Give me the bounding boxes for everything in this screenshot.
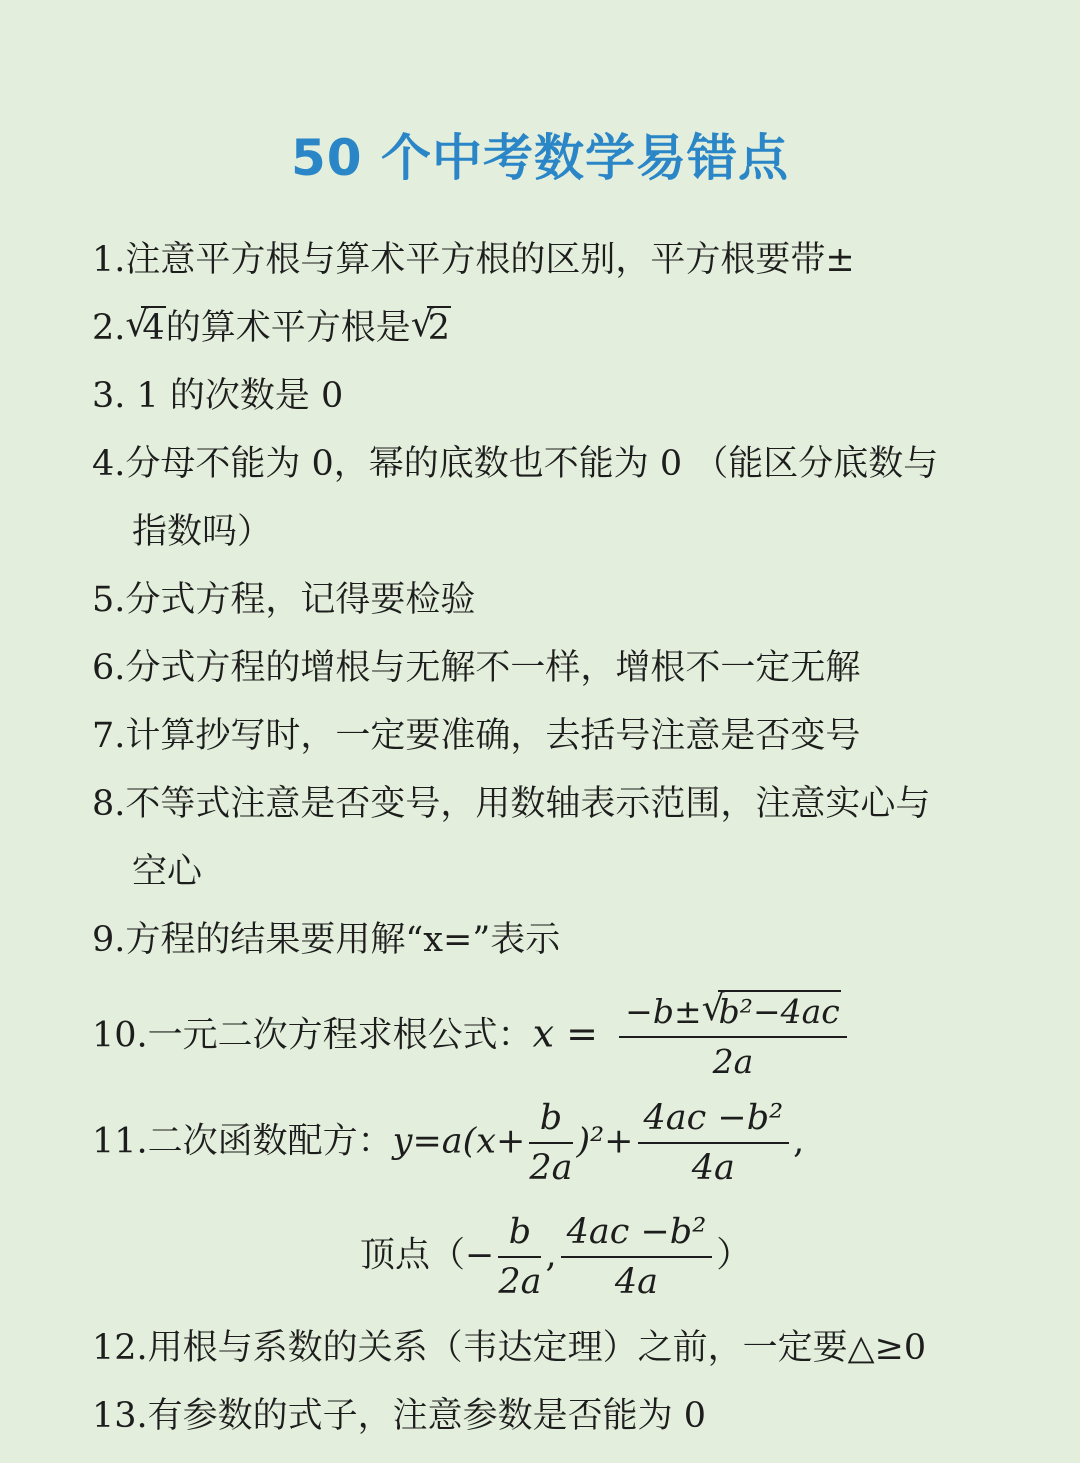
vertex-form-part-a: y=a(x+ bbox=[392, 1121, 526, 1162]
item-10-text: 10.一元二次方程求根公式： bbox=[92, 1015, 533, 1056]
list-item-5: 5.分式方程，记得要检验 bbox=[92, 580, 476, 620]
list-item-7: 7.计算抄写时，一定要准确，去括号注意是否变号 bbox=[92, 716, 861, 756]
fraction-denominator: 2a bbox=[498, 1262, 542, 1302]
formula-numerator-prefix: −b± bbox=[625, 992, 702, 1031]
vertex-form-part-b: )²+ bbox=[576, 1121, 634, 1162]
fraction-denominator: 4a bbox=[614, 1262, 658, 1302]
fraction-denominator: 2a bbox=[529, 1148, 573, 1188]
item-11-text: 11.二次函数配方： bbox=[92, 1121, 393, 1162]
list-item-2 bbox=[92, 304, 451, 348]
sqrt-symbol: √ b²−4ac bbox=[701, 988, 840, 1031]
fraction-b-over-2a bbox=[529, 1098, 572, 1188]
list-item-13: 13.有参数的式子，注意参数是否能为 0 bbox=[92, 1396, 707, 1436]
fraction-denominator: 4a bbox=[691, 1148, 735, 1188]
list-item-11 bbox=[92, 1098, 804, 1188]
fraction-numerator: 4ac −b² bbox=[561, 1212, 713, 1258]
formula-denominator: 2a bbox=[712, 1042, 754, 1081]
fraction-numerator: 4ac −b² bbox=[638, 1098, 790, 1144]
list-item-6: 6.分式方程的增根与无解不一样，增根不一定无解 bbox=[92, 648, 861, 688]
list-item-9: 9.方程的结果要用解“x=”表示 bbox=[92, 920, 561, 960]
vertex-x-fraction bbox=[498, 1212, 541, 1302]
list-item-1: 1.注意平方根与算术平方根的区别，平方根要带± bbox=[92, 240, 855, 280]
list-item-8 bbox=[92, 784, 931, 892]
item-2-number: 2. bbox=[92, 308, 126, 348]
list-item-12: 12.用根与系数的关系（韦达定理）之前，一定要△≥0 bbox=[92, 1328, 927, 1368]
comma: , bbox=[793, 1121, 805, 1162]
formula-lhs: x = bbox=[532, 1011, 599, 1056]
vertex-line bbox=[360, 1212, 751, 1302]
vertex-y-fraction bbox=[561, 1212, 713, 1302]
quadratic-formula-fraction bbox=[619, 988, 847, 1082]
list-item-3: 3. 1 的次数是 0 bbox=[92, 376, 344, 416]
vertex-close-paren: ） bbox=[716, 1235, 752, 1276]
item-2-text: 的算术平方根是 bbox=[165, 308, 411, 348]
item-4-line2: 指数吗） bbox=[132, 512, 273, 552]
list-item-10 bbox=[92, 988, 851, 1082]
fraction-constant-term bbox=[638, 1098, 790, 1188]
discriminant: b²−4ac bbox=[718, 992, 840, 1031]
item-4-line1: 4.分母不能为 0，幂的底数也不能为 0 （能区分底数与 bbox=[92, 444, 939, 484]
vertex-label: 顶点（− bbox=[360, 1235, 495, 1276]
radicand: 4 bbox=[142, 308, 165, 348]
item-8-line2: 空心 bbox=[132, 852, 203, 892]
fraction-numerator: b bbox=[529, 1098, 572, 1144]
page-title: 50 个中考数学易错点 bbox=[291, 129, 789, 187]
list-item-4 bbox=[92, 444, 939, 552]
radicand: 2 bbox=[427, 308, 450, 348]
item-8-line1: 8.不等式注意是否变号，用数轴表示范围，注意实心与 bbox=[92, 784, 931, 824]
vertex-separator: , bbox=[545, 1235, 557, 1276]
fraction-numerator: b bbox=[498, 1212, 541, 1258]
sqrt-symbol: √ 4 bbox=[125, 304, 165, 348]
sqrt-symbol: √ 2 bbox=[410, 304, 450, 348]
